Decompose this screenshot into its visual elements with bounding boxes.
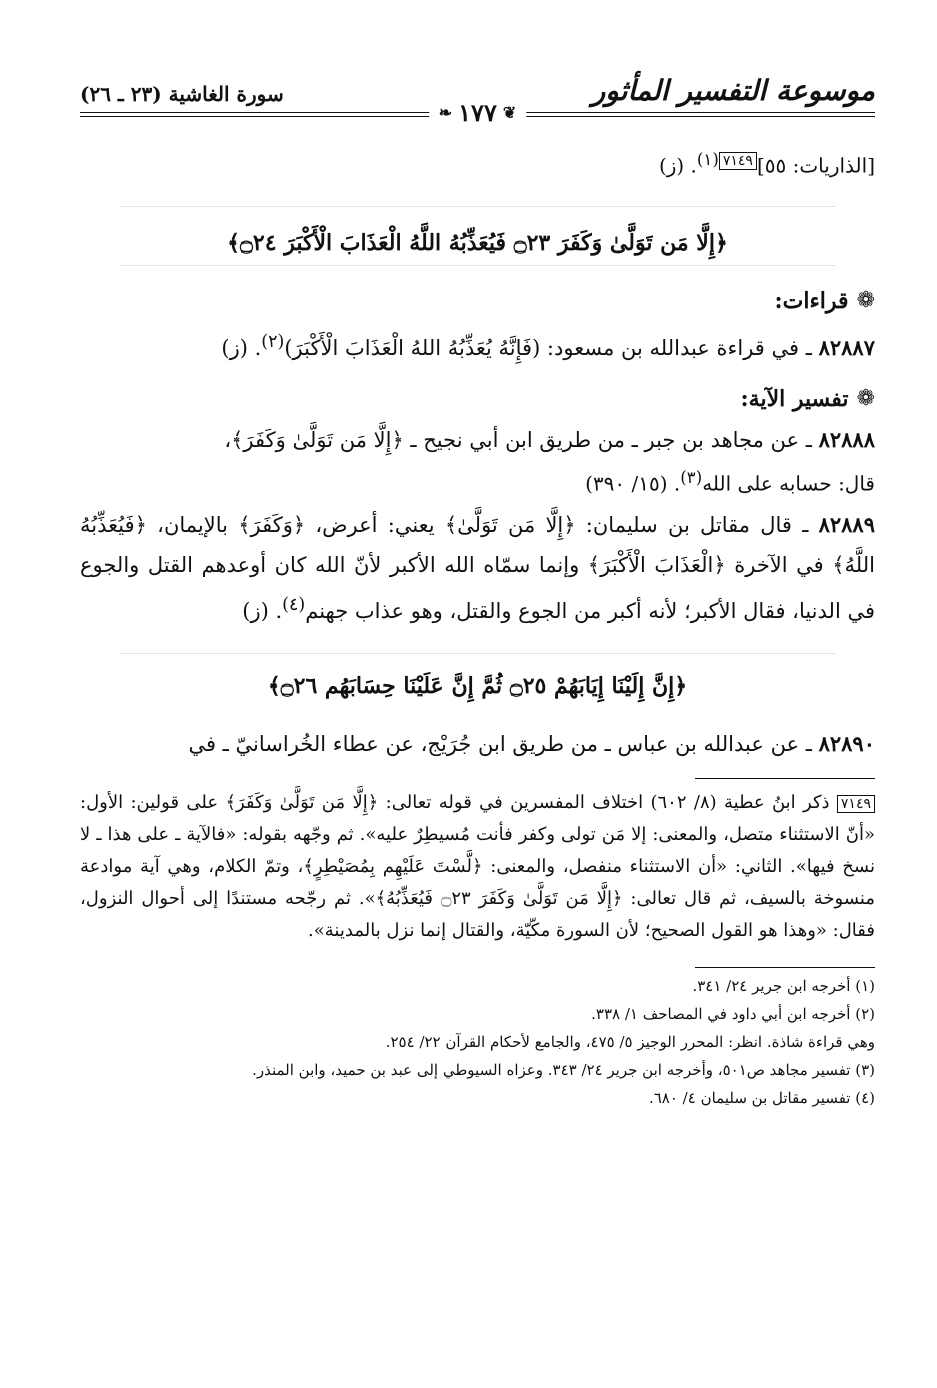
tafsir-entry-82890 (80, 724, 875, 764)
tafsir-heading-text: تفسير الآية: (740, 385, 849, 412)
verse-25-26: ﴿إِنَّ إِلَيْنَا إِيَابَهُمْ ۝٢٥ ثُمَّ إِنَّ عَلَيْنَا حِسَابَهُم ۝٢٦﴾ (267, 673, 688, 700)
tafsir-entry-82888-cont (80, 460, 875, 502)
flower-icon: ❁ (856, 288, 875, 314)
ornament-icon: ❦ (502, 103, 517, 122)
commentary-box-ref: ٧١٤٩ (837, 795, 875, 813)
qiraat-footnote-ref: (٢) (261, 331, 285, 352)
footnotes (80, 972, 875, 1112)
top-line-text: [الذاريات: ٥٥] (756, 153, 875, 178)
qiraat-heading-text: قراءات: (774, 287, 849, 314)
commentary-text: ذكر ابنُ عطية (٨/ ٦٠٢) اختلاف المفسرين في قوله تعالى: ﴿إِلَّا مَن تَوَلَّىٰ وَكَفَرَ﴾ على قولين: الأول: «أنّ الاستثناء متصل، والمعنى: إلا مَن تولى وكفر فأنت مُسيطِرٌ عليه». ثم وجّهه بقوله: «فالآية ـ على هذا ـ لا نسخ فيها». الثاني: «أن الاستثناء منفصل، والمعنى: ﴿لَّسْتَ عَلَيْهِم بِمُصَيْطِرٍ﴾، وتمّ الكلام، وهي آية موادعة منسوخة بالسيف، ثم قال تعالى: ﴿إِلَّا مَن تَوَلَّىٰ وَكَفَرَ ۝٢٣ فَيُعَذِّبُهُ﴾». ثم رجّحه مستندًا إلى أحوال النزول، فقال: «وهذا هو القول الصحيح؛ لأن السورة مكّيّة، والقتال إنما نزل بالمدينة». (80, 792, 875, 942)
entry-text: ـ عن مجاهد بن جبر ـ من طريق ابن أبي نجيح ـ ﴿إِلَّا مَن تَوَلَّىٰ وَكَفَرَ﴾، (224, 427, 812, 452)
footnote-ref: (٤) (282, 595, 306, 616)
tafsir-heading (80, 386, 875, 412)
top-line-tail: . (ز) (658, 153, 697, 178)
entry-number: ٨٢٨٨٩ (818, 512, 875, 538)
surah-title: سورة الغاشية (٢٣ ـ ٢٦) (80, 82, 284, 106)
page-number-text: ١٧٧ (458, 98, 497, 127)
tafsir-entry-82889 (80, 505, 875, 631)
entry-number: ٨٢٨٩٠ (818, 731, 875, 757)
qiraat-entry-text: ـ في قراءة عبدالله بن مسعود: (فَإِنَّهُ يُعَذِّبُهُ اللهُ الْعَذَابَ الْأَكْبَرَ) (284, 335, 812, 360)
faint-divider (120, 653, 835, 660)
flower-icon: ❁ (856, 386, 875, 412)
qiraat-entry (80, 322, 875, 368)
footnote-2-cont: وهي قراءة شاذة. انظر: المحرر الوجيز ٥/ ٤٧٥، والجامع لأحكام القرآن ٢٢/ ٢٥٤. (385, 1033, 875, 1052)
commentary-note (80, 787, 875, 947)
footnote-ref: (٣) (680, 467, 703, 487)
faint-divider (120, 265, 835, 272)
page-header (80, 60, 875, 127)
footnote-3: (٣) تفسير مجاهد ص٥٠١، وأخرجه ابن جرير ٢٤/ ٣٤٣. وعزاه السيوطي إلى عبد بن حميد، وابن المنذر. (252, 1061, 875, 1080)
top-line-footnote-ref: (١) (696, 150, 719, 169)
entry-number: ٨٢٨٨٨ (818, 426, 875, 452)
ornament-icon: ❧ (438, 103, 453, 122)
verse-23-24: ﴿إِلَّا مَن تَوَلَّىٰ وَكَفَرَ ۝٢٣ فَيُعَذِّبُهُ اللَّهُ الْعَذَابَ الْأَكْبَرَ ۝٢٤﴾ (227, 229, 728, 256)
faint-divider (120, 206, 835, 213)
entry-tail: . (١٥/ ٣٩٠) (585, 471, 681, 496)
entry-text: قال: حسابه على الله (702, 471, 875, 496)
top-line-box-ref: ٧١٤٩ (719, 152, 757, 170)
footnote-1: (١) أخرجه ابن جرير ٢٤/ ٣٤١. (692, 977, 875, 996)
entry-text: ـ قال مقاتل بن سليمان: ﴿إِلَّا مَن تَوَلَّىٰ﴾ يعني: أعرض، ﴿وَكَفَرَ﴾ بالإيمان، ﴿فَيُعَذِّبُهُ اللَّهُ﴾ في الآخرة ﴿الْعَذَابَ الْأَكْبَرَ﴾ وإنما سمّاه الله الأكبر لأنّ الله كان أوعدهم القتل والجوع في الدنيا، فقال الأكبر؛ لأنه أكبر من الجوع والقتل، وهو عذاب جهنم (80, 513, 875, 624)
document-page (80, 60, 875, 1388)
qiraat-heading (80, 288, 875, 314)
tafsir-entry-82888 (80, 420, 875, 460)
top-line (80, 142, 875, 184)
commentary-separator (695, 778, 875, 779)
footnote-4: (٤) تفسير مقاتل بن سليمان ٤/ ٦٨٠. (648, 1089, 875, 1108)
page-number (429, 98, 526, 127)
entry-tail: . (ز) (242, 599, 283, 624)
entry-number: ٨٢٨٨٧ (818, 334, 875, 360)
qiraat-tail: . (ز) (221, 335, 262, 360)
footnote-separator (695, 967, 875, 968)
series-title: موسوعة التفسير المأثور (591, 74, 875, 107)
entry-text: ـ عن عبدالله بن عباس ـ من طريق ابن جُرَيْج، عن عطاء الخُراسانيّ ـ في (188, 732, 812, 757)
footnote-2: (٢) أخرجه ابن أبي داود في المصاحف ١/ ٣٣٨. (591, 1005, 875, 1024)
